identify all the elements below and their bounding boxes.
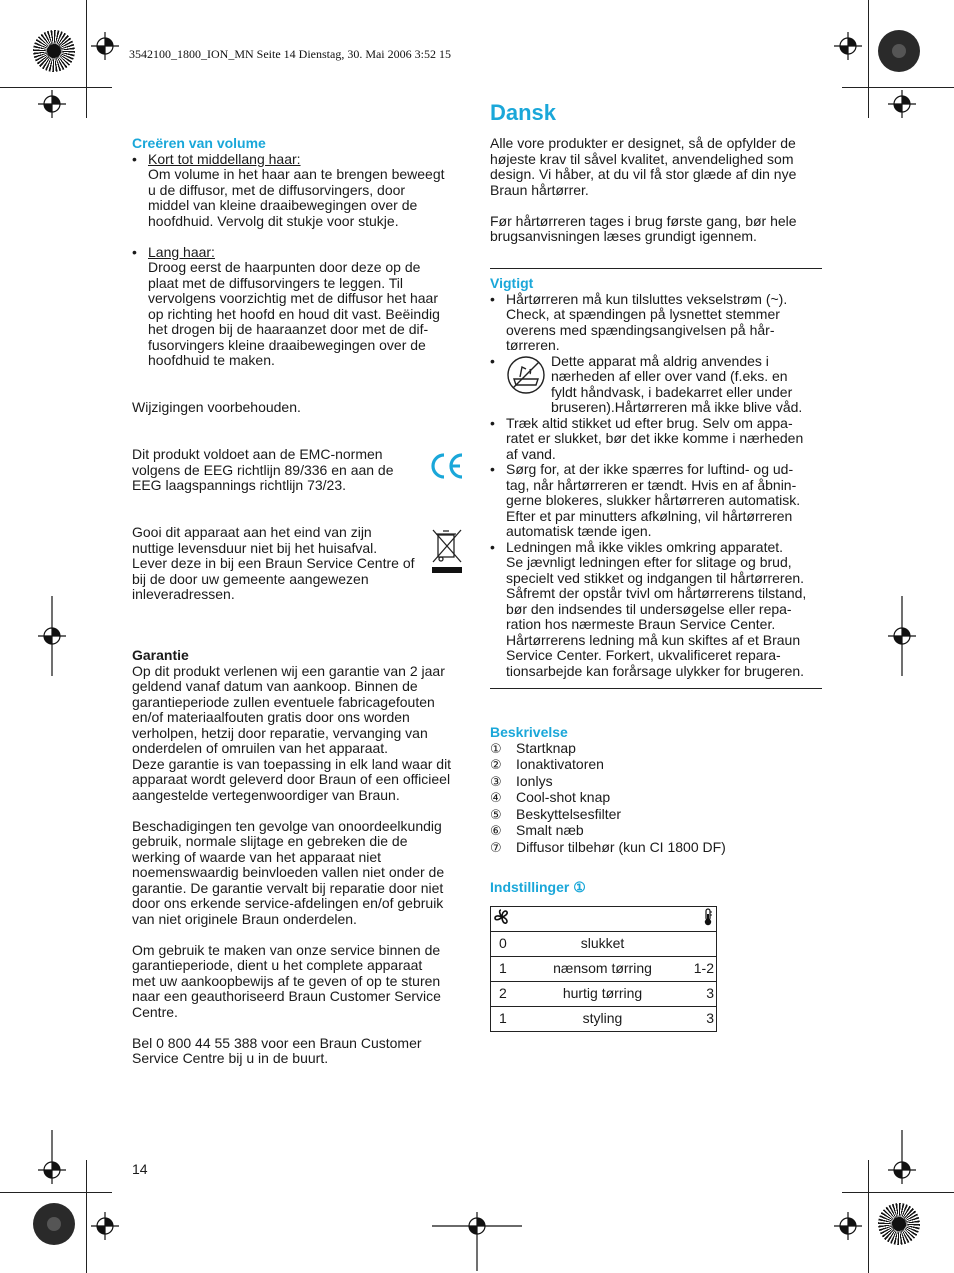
text-line: Efter et par minutters afkølning, vil hårtørreren — [506, 507, 793, 524]
text-line: • Dette apparat må aldrig anvendes i — [551, 352, 769, 369]
table-cell: styling — [525, 1007, 680, 1032]
table-cell — [680, 932, 717, 957]
settings-table — [490, 906, 717, 1032]
text-line: Service Center. Forkert, ukvalificeret repara- — [506, 647, 781, 663]
item-label: Smalt næb — [516, 822, 584, 838]
thermometer-icon — [702, 908, 714, 926]
text-line: Før hårtørreren tages i brug første gang, bør hele — [490, 212, 797, 229]
text-line: volgens de EEG richtlijn 89/336 en aan de — [132, 461, 394, 478]
text-line: tag, når hårtørreren er tændt. Hvis en af åbnin- — [506, 476, 797, 493]
text-line: • Sørg for, at der ikke spærres for luftind- og ud- — [506, 461, 794, 477]
text-line: højeste krav til såvel kvalitet, anvendelighed som — [490, 150, 794, 167]
text-line: gerne blokeres, slukker hårtørreren automatisk. — [506, 492, 801, 508]
text-line: • Ledningen må ikke vikles omkring apparatet. — [506, 538, 784, 555]
text-line: automatisk tænde igen. — [506, 523, 652, 539]
table-row — [491, 982, 717, 1007]
text-line: Om volume in het haar aan te brengen beweegt — [148, 166, 445, 182]
long-hair-text — [148, 260, 472, 369]
section-title-volume: Creëren van volume — [132, 135, 266, 151]
list-item — [490, 840, 830, 857]
table-cell: hurtig tørring — [525, 982, 680, 1007]
text-line: Såfremt der opstår tvivl om hårtørrerens tilstand, — [506, 585, 807, 601]
text-line: Hårtørrerens ledning må kun skiftes af et Braun — [506, 631, 801, 648]
text-line: Alle vore produkter er designet, så de opfylder de — [490, 135, 796, 151]
fan-icon — [493, 908, 511, 926]
text-line: Op dit produkt verlenen wij een garantie van 2 jaar — [132, 662, 445, 679]
text-line: Beschadigingen ten gevolge van onoordeelkundig — [132, 817, 442, 834]
text-line: nærheden af eller over vand (f.eks. en — [551, 368, 788, 384]
page-title: Dansk — [490, 100, 557, 125]
text-line: aangestelde vertegenwoordiger van Braun. — [132, 786, 400, 803]
page-number: 14 — [132, 1161, 148, 1177]
list-item — [490, 790, 830, 807]
item-label: Beskyttelsesfilter — [516, 805, 622, 822]
emc-text — [132, 447, 422, 494]
text-line: garantieperiode, dient u het complete apparaat — [132, 957, 423, 973]
text-line: garantieperiode zullen eventuele fabricagefouten — [132, 693, 435, 710]
short-hair-label: • Kort tot middellang haar: — [148, 150, 301, 167]
table-cell: 1 — [491, 957, 526, 982]
table-row — [491, 1007, 717, 1032]
table-row — [491, 957, 717, 982]
text-line: Bel 0 800 44 55 388 voor een Braun Customer — [132, 1034, 422, 1051]
list-item — [490, 807, 830, 824]
text-line: • Hårtørreren må kun tilsluttes vekselstrøm (~). — [506, 290, 788, 307]
text-line: geldend vanaf datum van aankoop. Binnen de — [132, 678, 418, 694]
text-line: Centre. — [132, 1003, 178, 1020]
text-line: door ons erkende service-afdelingen en/of gebruik — [132, 895, 444, 911]
wheelie-bin-crossed-icon — [430, 527, 464, 575]
text-line: van niet originele Braun onderdelen. — [132, 910, 357, 927]
divider — [490, 688, 822, 689]
print-slug: 3542100_1800_ION_MN Seite 14 Dienstag, 30. Mai 2006 3:52 15 — [129, 47, 451, 61]
text-line: verholpen, hetzij door reparatie, vervanging van — [132, 724, 428, 741]
text-line: Check, at spændingen på lysnettet stemmer — [506, 306, 780, 322]
list-item — [490, 462, 830, 540]
text-line: Service Centre bij u in de buurt. — [132, 1050, 329, 1066]
important-title: Vigtigt — [490, 275, 534, 291]
item-label: Cool-shot knap — [516, 789, 611, 805]
ce-mark-icon — [428, 450, 464, 482]
text-line: Se jævnligt ledningen efter for slitage og brud, — [506, 554, 792, 570]
item-number: ④ — [490, 791, 502, 806]
table-row — [491, 932, 717, 957]
description-title: Beskrivelse — [490, 724, 568, 740]
item-number: ① — [490, 741, 502, 757]
text-line: hoofdhuid te maken. — [148, 352, 275, 368]
list-item — [490, 540, 830, 680]
list-item — [490, 741, 830, 758]
text-line: en/of materiaalfouten gratis door ons worden — [132, 709, 410, 725]
short-hair-text — [148, 167, 472, 229]
text-line: bij de door uw gemeente aangewezen — [132, 570, 369, 587]
list-item-short-hair — [132, 152, 472, 230]
table-cell: slukket — [525, 932, 680, 957]
text-line: overens med spændingsangivelsen på hår- — [506, 321, 775, 338]
text-line: garantie. De garantie vervalt bij reparatie door niet — [132, 879, 444, 896]
text-line: bør den indsendes til undersøgelse eller repa- — [506, 600, 792, 617]
item-label: Diffusor tilbehør (kun CI 1800 DF) — [516, 838, 726, 855]
text-line: ration hos nærmeste Braun Service Center. — [506, 616, 776, 632]
list-item — [490, 823, 830, 840]
changes-note: Wijzigingen voorbehouden. — [132, 399, 301, 415]
text-line: vervolgens voorzichtig met de diffusor het haar — [148, 290, 439, 306]
table-cell: nænsom tørring — [525, 957, 680, 982]
text-line: • Træk altid stikket ud efter brug. Selv om appa- — [506, 414, 793, 431]
list-item — [490, 757, 830, 774]
text-line: u de diffusor, met de diffusorvingers, door — [148, 181, 406, 198]
left-column — [132, 136, 472, 369]
table-header-row — [491, 907, 717, 932]
text-line: fyldt håndvask, i badekarret eller under — [551, 383, 793, 400]
text-line: fusorvingers kleine draaibewegingen over de — [148, 336, 426, 353]
item-number: ② — [490, 758, 502, 773]
text-line: bruseren).Hårtørreren må ikke blive våd. — [551, 399, 803, 415]
text-line: ratet er slukket, bør det ikke komme i nærheden — [506, 430, 804, 446]
table-cell: 1 — [491, 1007, 526, 1032]
table-cell: 2 — [491, 982, 526, 1007]
table-cell: 3 — [680, 982, 717, 1007]
text-line: het drogen bij de haaraanzet door met de dif- — [148, 321, 429, 337]
settings-title: Indstillinger ① — [490, 879, 586, 895]
guarantee-section — [132, 648, 472, 1067]
text-line: noemenswaardig beinvloeden vallen niet onder de — [132, 864, 445, 880]
text-line: specielt ved stikket og indgangen til hårtørreren. — [506, 569, 805, 586]
text-line: design. Vi håber, at du vil få stor glæde af din nye — [490, 166, 797, 182]
text-line: Gooi dit apparaat aan het eind van zijn — [132, 524, 372, 540]
list-item — [490, 416, 830, 463]
text-line: Droog eerst de haarpunten door deze op de — [148, 259, 421, 275]
item-label: Startknap — [516, 739, 576, 756]
item-label: Ionlys — [516, 772, 553, 789]
table-cell: 3 — [680, 1007, 717, 1032]
text-line: onderdelen of omruilen van het apparaat. — [132, 740, 389, 756]
text-line: hoofdhuid. Vervolg dit stukje voor stukje. — [148, 212, 399, 229]
text-line: Dit produkt voldoet aan de EMC-normen — [132, 446, 383, 462]
disposal-text — [132, 525, 428, 603]
text-line: plaat met de diffusorvingers te leggen. Til — [148, 274, 404, 291]
text-line: brugsanvisningen læses grundigt igennem. — [490, 228, 757, 244]
list-item — [490, 292, 830, 354]
text-line: Om gebruik te maken van onze service binnen de — [132, 941, 441, 958]
text-line: Deze garantie is van toepassing in elk land waar dit — [132, 755, 452, 772]
text-line: middel van kleine draaibewegingen over de — [148, 197, 418, 213]
heat-cell — [680, 907, 717, 932]
intro-text — [490, 136, 830, 245]
item-number: ⑤ — [490, 807, 502, 823]
text-line: werking of waarde van het apparaat niet — [132, 848, 382, 865]
fan-cell — [491, 907, 526, 932]
text-line: af vand. — [506, 445, 556, 462]
table-cell: 1-2 — [680, 957, 717, 982]
item-number: ⑥ — [490, 824, 502, 839]
no-water-warning-icon — [506, 355, 546, 395]
text-line: Braun hårtørrer. — [490, 181, 589, 198]
item-number: ③ — [490, 774, 502, 790]
item-label: Ionaktivatoren — [516, 756, 604, 772]
text-line: met uw aankoopbewijs af te geven of op te sturen — [132, 972, 441, 989]
list-item — [490, 354, 830, 416]
list-item-long-hair — [132, 245, 472, 369]
item-number: ⑦ — [490, 840, 502, 856]
text-line: op richting het hoofd en houd dit vast. Beëindig — [148, 305, 440, 322]
list-item — [490, 774, 830, 791]
text-line: gebruik, normale slijtage en gebreken die de — [132, 833, 408, 849]
text-line: inleveradressen. — [132, 586, 235, 602]
table-cell: 0 — [491, 932, 526, 957]
text-line: EEG laagspannings richtlijn 73/23. — [132, 477, 347, 493]
text-line: tørreren. — [506, 337, 560, 353]
divider — [490, 268, 822, 269]
text-line: naar een geauthoriseerd Braun Customer Service — [132, 988, 441, 1004]
description-section — [490, 725, 830, 856]
important-section — [490, 276, 830, 679]
text-line: Lever deze in bij een Braun Service Centre of — [132, 555, 415, 571]
guarantee-title: Garantie — [132, 647, 189, 663]
text-line: apparaat wordt geleverd door Braun of een officieel — [132, 771, 451, 787]
long-hair-label: • Lang haar: — [148, 243, 215, 260]
text-line: nuttige levensduur niet bij het huisafval. — [132, 539, 378, 556]
text-line: tionsarbejde kan forårsage ulykker for brugeren. — [506, 662, 805, 679]
